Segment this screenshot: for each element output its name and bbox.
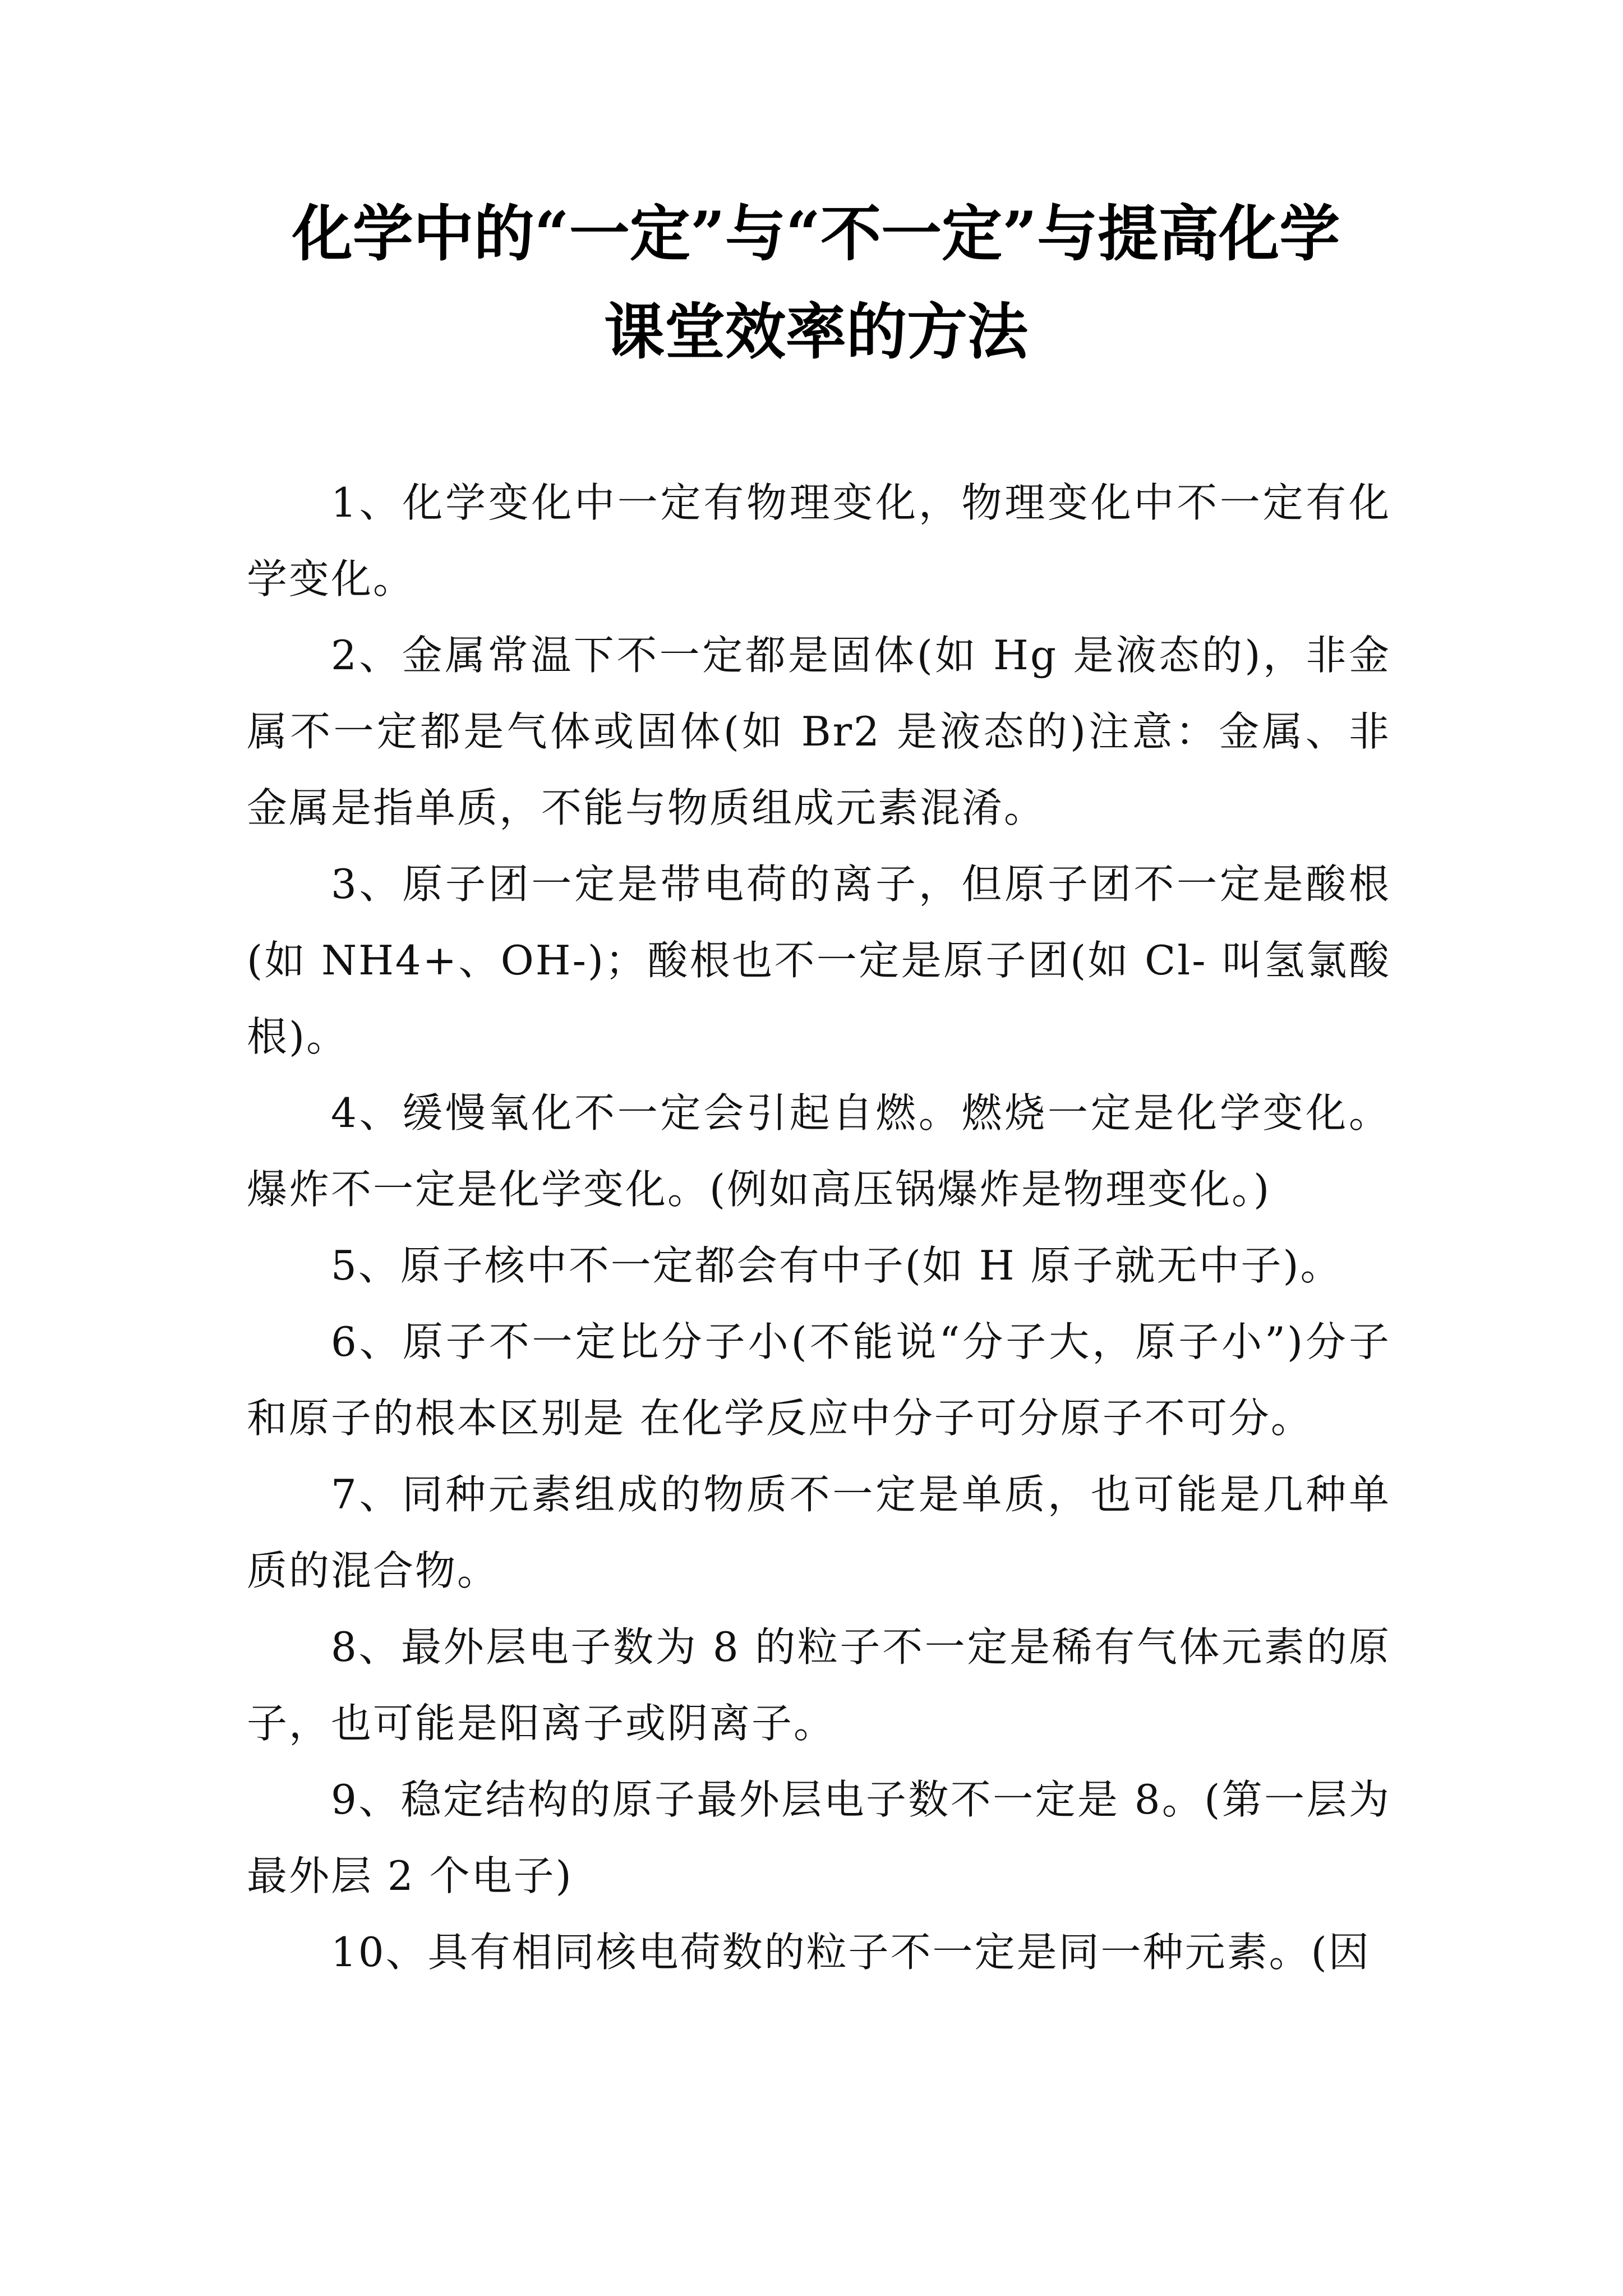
paragraph-7: 7、同种元素组成的物质不一定是单质，也可能是几种单质的混合物。 [247,1471,1391,1594]
paragraph-8: 8、最外层电子数为 8 的粒子不一定是稀有气体元素的原子，也可能是阳离子或阴离子。 [247,1623,1391,1747]
paragraph-2: 2、金属常温下不一定都是固体(如 Hg 是液态的)，非金属不一定都是气体或固体(如 Br2 是液态的)注意：金属、非金属是指单质，不能与物质组成元素混淆。 [247,632,1391,831]
paragraph-9: 9、稳定结构的原子最外层电子数不一定是 8。(第一层为最外层 2 个电子) [247,1776,1391,1899]
paragraph-10: 10、具有相同核电荷数的粒子不一定是同一种元素。(因 [331,1929,1371,1976]
document-title [247,185,1385,381]
document-body [247,464,1391,1990]
paragraph-5: 5、原子核中不一定都会有中子(如 H 原子就无中子)。 [331,1242,1343,1289]
paragraph-3: 3、原子团一定是带电荷的离子，但原子团不一定是酸根(如 NH4+、OH-)；酸根也不一定是原子团(如 Cl- 叫氢氯酸根)。 [247,861,1391,1060]
paragraph-6: 6、原子不一定比分子小(不能说“分子大，原子小”)分子和原子的根本区别是 在化学反应中分子可分原子不可分。 [247,1318,1391,1442]
title-line-2: 课堂效率的方法 [603,297,1028,367]
title-line-1: 化学中的“一定”与“不一定”与提高化学 [292,199,1340,269]
paragraph-1: 1、化学变化中一定有物理变化，物理变化中不一定有化学变化。 [247,479,1391,602]
paragraph-4: 4、缓慢氧化不一定会引起自燃。燃烧一定是化学变化。爆炸不一定是化学变化。(例如高压锅爆炸是物理变化。) [247,1089,1391,1213]
